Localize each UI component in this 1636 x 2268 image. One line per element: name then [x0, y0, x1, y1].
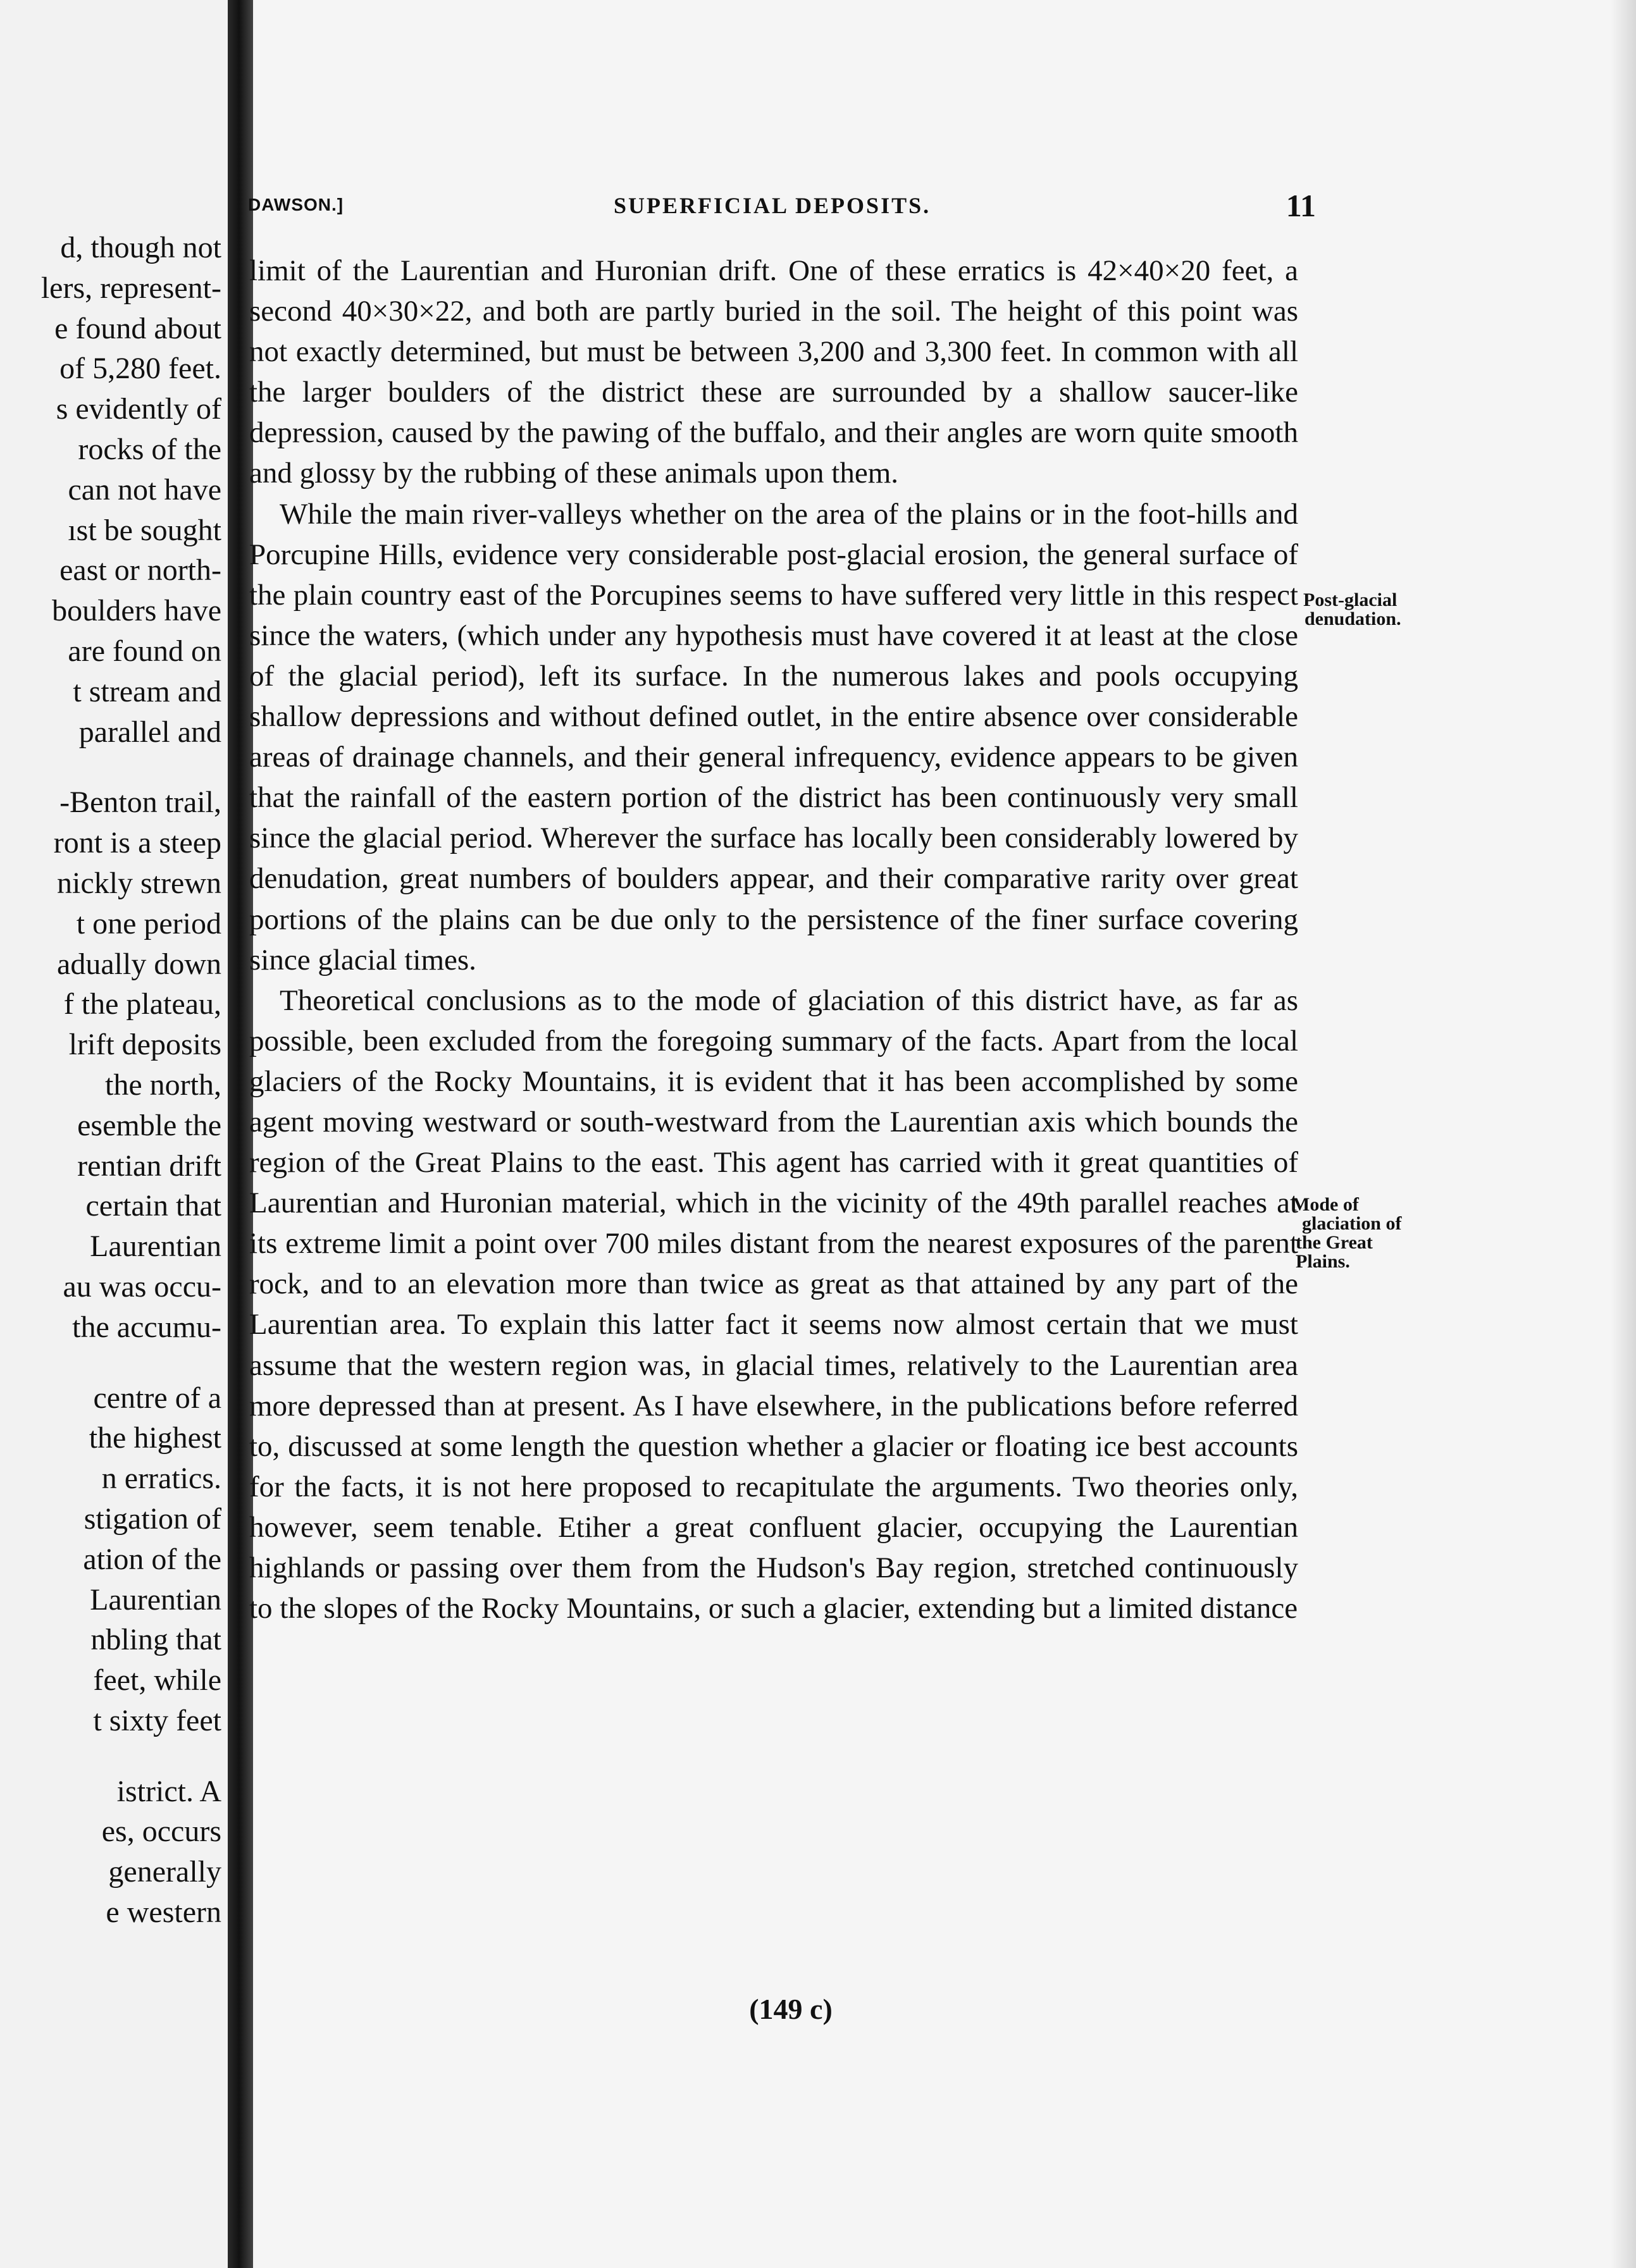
margin-note-mode-of-glaciation: [1292, 1195, 1437, 1271]
facing-page-line: rentian drift: [77, 1149, 221, 1183]
facing-page-line: ront is a steep: [53, 826, 221, 860]
margin-note-line: Plains.: [1296, 1251, 1350, 1272]
page-header: [248, 188, 1316, 228]
facing-page-line: f the plateau,: [63, 987, 221, 1021]
facing-page-line: ation of the: [83, 1542, 221, 1576]
page: [248, 0, 1636, 2268]
facing-page-line: nbling that: [90, 1623, 221, 1657]
facing-page-line: t stream and: [73, 674, 221, 708]
margin-note-line: glaciation of: [1302, 1213, 1402, 1234]
facing-page-line: parallel and: [78, 715, 221, 749]
body-text: [249, 250, 1298, 1629]
facing-page-line: centre of a: [93, 1381, 221, 1415]
facing-page-line: certain that: [85, 1189, 221, 1223]
facing-page-line: Laurentian: [90, 1230, 221, 1264]
facing-page-line: nickly strewn: [57, 866, 221, 900]
facing-page-line: e found about: [54, 311, 221, 345]
facing-page-line: e western: [106, 1895, 221, 1930]
margin-note-post-glacial: [1303, 591, 1449, 629]
facing-page-line: adually down: [57, 947, 221, 981]
signature-mark: (149 c): [749, 1993, 833, 2025]
paragraph: Theoretical conclusions as to the mode of glaciation of this district have, as far as possible, been excluded from the foregoing summary of the facts. Apart from the local glaciers of the Rocky Mountains, it is evident that it has been accomplished by some agent moving westward or south-westward from the Laurentian axis which bounds the region of the Great Plains to the east. This agent has carried with it great quantities of Laurentian and Huronian material, which in the vicinity of the 49th parallel reaches at its extreme limit a point over 700 miles distant from the nearest exposures of the parent rock, and to an elevation more than twice as great as that attained by any part of the Laurentian area. To explain this latter fact it seems now almost certain that we must assume that the western region was, in glacial times, relatively to the Laurentian area more depressed than at present. As I have elsewhere, in the publications before referred to, discussed at some length the question whether a glacier or floating ice best accounts for the facts, it is not here proposed to recapitulate the arguments. Two theories only, however, seem tenable. Etiher a great confluent glacier, occupying the Laurentian highlands or passing over them from the Hudson's Bay region, stretched continuously to the slopes of the Rocky Mountains, or such a glacier, extending but a limited distance: [249, 983, 1298, 1625]
facing-page-line: s evidently of: [56, 392, 221, 426]
running-head-title: SUPERFICIAL DEPOSITS.: [614, 193, 931, 218]
margin-note-line: the Great: [1296, 1232, 1373, 1253]
facing-page-line: the accumu-: [72, 1310, 221, 1344]
facing-page-line: d, though not: [60, 231, 221, 264]
facing-page-line: rocks of the: [78, 432, 221, 466]
facing-page-line: ıst be sought: [68, 513, 221, 547]
page-number: 11: [1286, 188, 1316, 223]
facing-page-line: t sixty feet: [93, 1703, 221, 1737]
margin-note-line: denudation.: [1304, 608, 1401, 629]
facing-page-gap: [0, 752, 221, 782]
facing-page-line: generally: [108, 1855, 221, 1889]
facing-page-line: t one period: [76, 906, 221, 940]
facing-page-gap: [0, 1348, 221, 1378]
facing-page-line: are found on: [68, 634, 221, 668]
facing-page-line: feet, while: [93, 1663, 221, 1698]
facing-page-line: of 5,280 feet.: [59, 352, 221, 386]
running-head-author: DAWSON.]: [248, 195, 344, 214]
facing-page-line: east or north-: [59, 553, 221, 588]
facing-page-line: Laurentian: [90, 1582, 221, 1617]
facing-page-line: can not have: [68, 472, 221, 507]
facing-page-line: es, occurs: [101, 1815, 221, 1849]
facing-page-line: n erratics.: [101, 1462, 221, 1496]
facing-page-line: stigation of: [84, 1501, 221, 1536]
margin-note-line: Mode of: [1292, 1194, 1359, 1215]
paragraph: While the main river-valleys whether on the area of the plains or in the foot-hills and Porcupine Hills, evidence very considerable post-glacial erosion, the general surface of the plain country east of the Porcupines seems to have suffered very little in this respect since the waters, (which under any hypothesis must have covered it at least at the close of the glacial period), left its surface. In the numerous lakes and pools occupying shallow depressions and without defined outlet, in the entire absence over considerable areas of drainage channels, and their general infrequency, evidence appears to be given that the rainfall of the eastern portion of the district has been continuously very small since the glacial period. Wherever the surface has locally been considerably lowered by denudation, great numbers of boulders appear, and their comparative rarity over great portions of the plains can be due only to the persistence of the finer surface covering since glacial times.: [249, 497, 1298, 977]
facing-page-line: boulders have: [52, 594, 221, 628]
facing-page-line: istrict. A: [116, 1774, 221, 1808]
facing-page-line: the north,: [105, 1068, 221, 1102]
margin-note-line: Post-glacial: [1303, 589, 1397, 610]
facing-page-gap: [0, 1741, 221, 1772]
facing-page-text: [0, 228, 221, 1933]
facing-page-line: esemble the: [77, 1108, 221, 1142]
facing-page-line: au was occu-: [63, 1269, 221, 1303]
facing-page-fragment: [0, 0, 228, 2268]
paragraph: limit of the Laurentian and Huronian drift. One of these erratics is 42×40×20 feet, a second 40×30×22, and both are partly buried in the soil. The height of this point was not exactly determined, but must be between 3,200 and 3,300 feet. In common with all the larger boulders of the district these are surrounded by a shallow saucer-like depression, caused by the pawing of the buffalo, and their angles are worn quite smooth and glossy by the rubbing of these animals upon them.: [249, 254, 1298, 490]
facing-page-line: lrift deposits: [68, 1028, 221, 1062]
facing-page-line: -Benton trail,: [59, 786, 221, 820]
facing-page-line: the highest: [89, 1421, 221, 1455]
facing-page-line: lers, represent-: [40, 271, 221, 305]
